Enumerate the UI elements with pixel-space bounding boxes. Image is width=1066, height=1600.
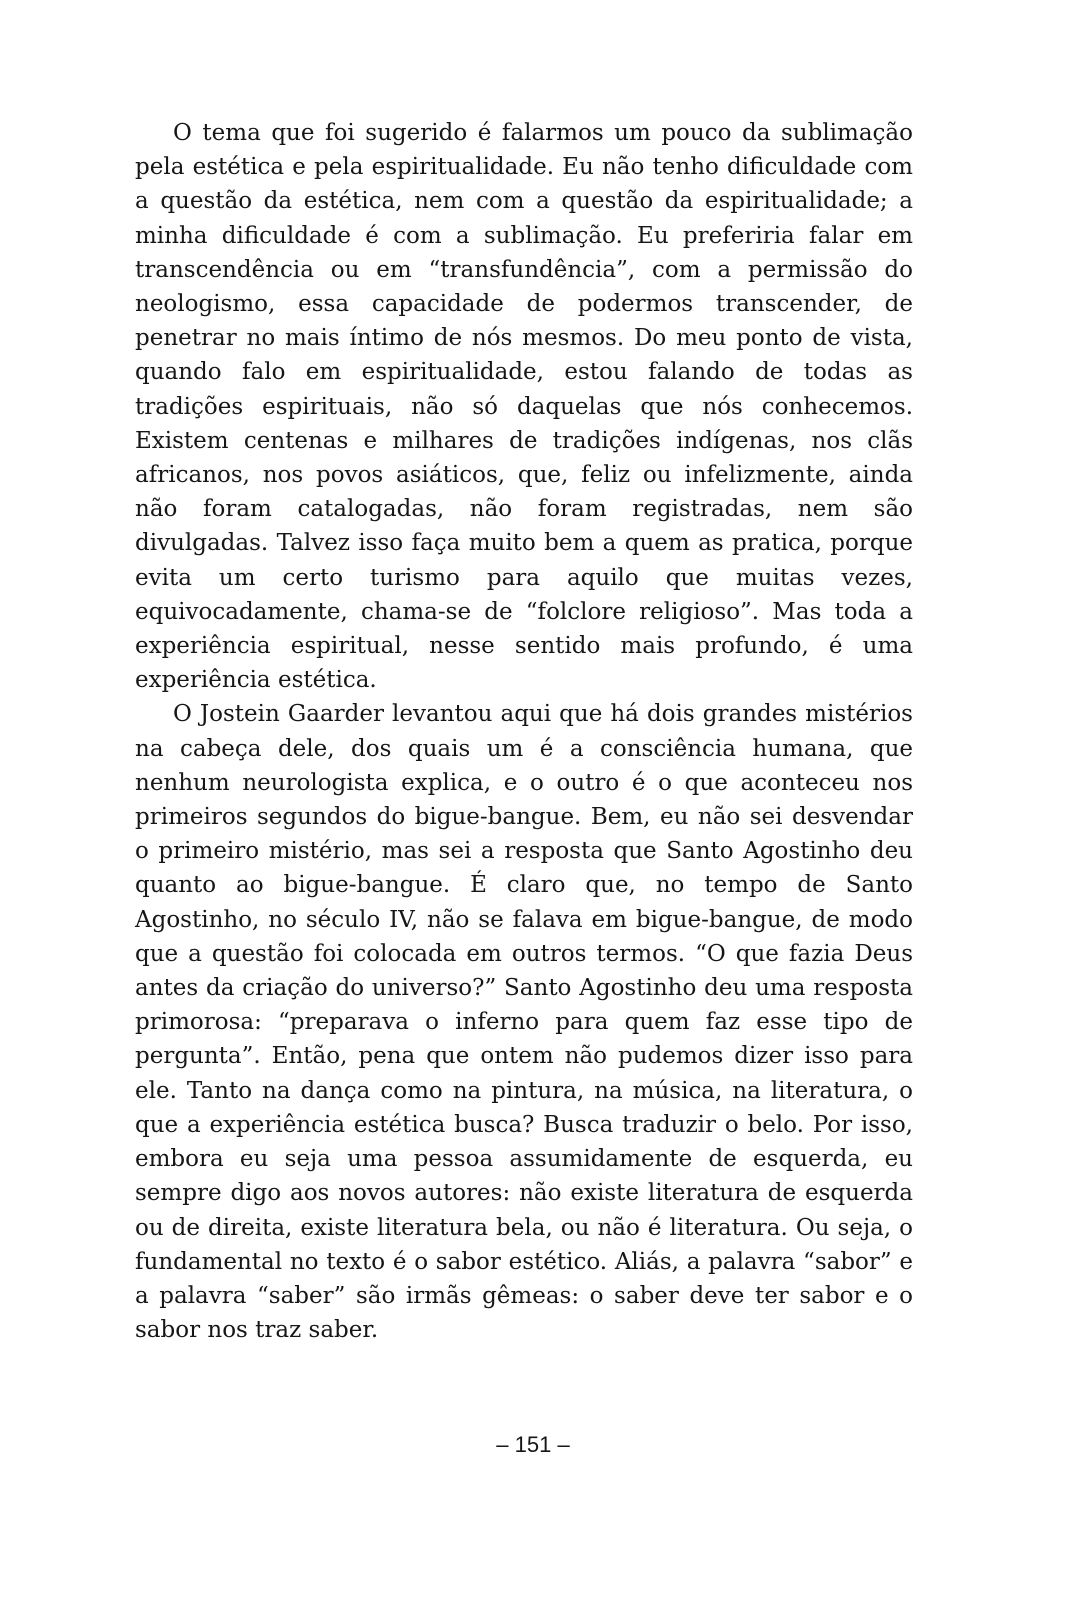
- page-number: – 151 –: [496, 1432, 570, 1457]
- body-text: [135, 116, 913, 1347]
- paragraph-2: O Jostein Gaarder levantou aqui que há dois grandes mistérios na cabeça dele, dos quais um é a consciência humana, que nenhum neurologista explica, e o outro é o que aconteceu nos primeiros segundos do bigue-bangue. Bem, eu não sei desvendar o primeiro mistério, mas sei a resposta que Santo Agostinho deu quanto ao bigue-bangue. É claro que, no tempo de Santo Agostinho, no século IV, não se falava em bigue-bangue, de modo que a questão foi colocada em outros termos. “O que fazia Deus antes da criação do universo?” Santo Agostinho deu uma resposta primorosa: “preparava o inferno para quem faz esse tipo de pergunta”. Então, pena que ontem não pudemos dizer isso para ele. Tanto na dança como na pintura, na música, na literatura, o que a experiência estética busca? Busca traduzir o belo. Por isso, embora eu seja uma pessoa assumidamente de esquerda, eu sempre digo aos novos autores: não existe literatura de esquerda ou de direita, existe literatura bela, ou não é literatura. Ou seja, o fundamental no texto é o sabor estético. Aliás, a palavra “sabor” e a palavra “saber” são irmãs gêmeas: o saber deve ter sabor e o sabor nos traz saber.: [135, 701, 913, 1344]
- paragraph-1: O tema que foi sugerido é falarmos um pouco da sublimação pela estética e pela espiritualidade. Eu não tenho dificuldade com a questão da estética, nem com a questão da espiritualidade; a minha dificuldade é com a sublimação. Eu preferiria falar em transcendência ou em “transfundência”, com a permissão do neologismo, essa capacidade de podermos transcender, de penetrar no mais íntimo de nós mesmos. Do meu ponto de vista, quando falo em espiritualidade, estou falando de todas as tradições espirituais, não só daquelas que nós conhecemos. Existem centenas e milhares de tradições indígenas, nos clãs africanos, nos povos asiáticos, que, feliz ou infelizmente, ainda não foram catalogadas, não foram registradas, nem são divulgadas. Talvez isso faça muito bem a quem as pratica, porque evita um certo turismo para aquilo que muitas vezes, equivocadamente, chama-se de “folclore religioso”. Mas toda a experiência espiritual, nesse sentido mais profundo, é uma experiência estética.: [135, 120, 913, 694]
